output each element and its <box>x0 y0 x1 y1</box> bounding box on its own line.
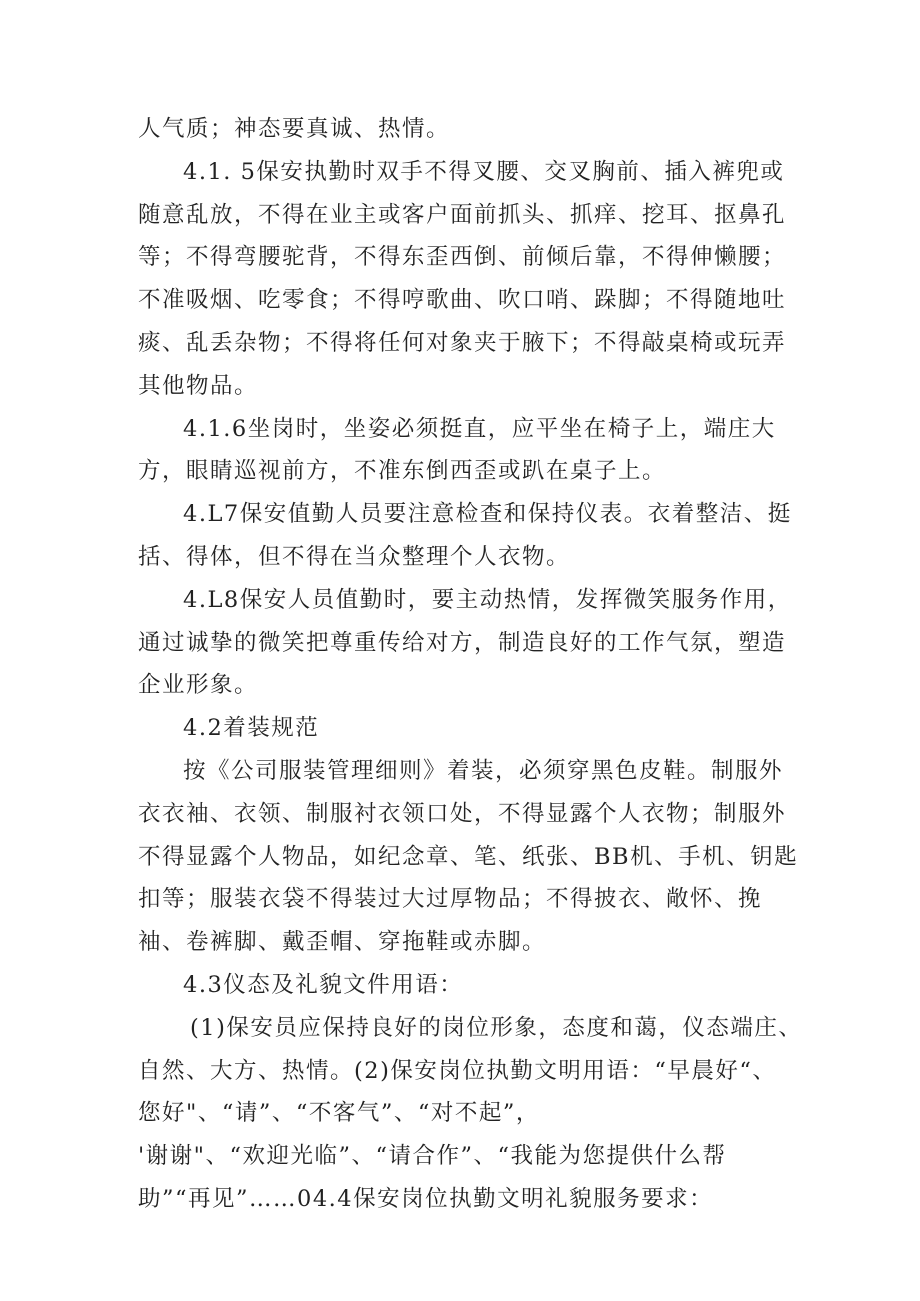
text-line: 方，眼睛巡视前方，不准东倒西歪或趴在桌子上。 <box>138 458 667 485</box>
text-line: '谢谢"、“欢迎光临”、“请合作”、“我能为您提供什么帮 <box>138 1143 727 1170</box>
text-line: 通过诚挚的微笑把尊重传给对方，制造良好的工作气氛，塑造 <box>138 629 787 656</box>
text-line: 扣等；服装衣袋不得装过大过厚物品；不得披衣、敞怀、挽 <box>138 886 763 913</box>
text-line: 其他物品。 <box>138 372 259 399</box>
text-line: 助”“再见”……04.4保安岗位执勤文明礼貌服务要求： <box>138 1185 714 1212</box>
text-line: 人气质；神态要真诚、热情。 <box>138 116 451 142</box>
text-line: 4.1. 5保安执勤时双手不得叉腰、交叉胸前、插入裤兜或 <box>183 158 785 185</box>
text-line: (1)保安员应保持良好的岗位形象，态度和蔼，仪态端庄、 <box>190 1014 803 1041</box>
section-heading: 4.3仪态及礼貌文件用语： <box>183 971 464 998</box>
text-line: 括、得体，但不得在当众整理个人衣物。 <box>138 543 571 570</box>
text-line: 袖、卷裤脚、戴歪帽、穿拖鞋或赤脚。 <box>138 929 547 956</box>
text-line: 4.L8保安人员值勤时，要主动热情，发挥微笑服务作用， <box>183 586 792 613</box>
text-line: 随意乱放，不得在业主或客户面前抓头、抓痒、挖耳、抠鼻孔 <box>138 201 787 228</box>
section-heading: 4.2着装规范 <box>183 715 320 742</box>
text-line: 等；不得弯腰驼背，不得东歪西倒、前倾后靠，不得伸懒腰； <box>138 244 787 271</box>
text-line: 衣衣袖、衣领、制服衬衣领口处，不得显露个人衣物；制服外 <box>138 800 787 827</box>
text-line: 4.1.6坐岗时，坐姿必须挺直，应平坐在椅子上，端庄大 <box>183 415 776 442</box>
text-line: 按《公司服装管理细则》着装，必须穿黑色皮鞋。制服外 <box>183 757 784 784</box>
text-line: 企业形象。 <box>138 672 259 699</box>
text-line: 痰、乱丢杂物；不得将任何对象夹于腋下；不得敲桌椅或玩弄 <box>138 329 787 356</box>
text-line: 不得显露个人物品，如纪念章、笔、纸张、BB机、手机、钥匙 <box>138 843 799 870</box>
text-line: 4.L7保安值勤人员要注意检查和保持仪表。衣着整洁、挺 <box>183 501 792 528</box>
text-line: 您好"、“请”、“不客气”、“对不起”， <box>138 1100 540 1127</box>
text-line: 不准吸烟、吃零食；不得哼歌曲、吹口哨、跺脚；不得随地吐 <box>138 287 787 314</box>
document-body <box>138 108 803 1221</box>
text-line: 自然、大方、热情。(2)保安岗位执勤文明用语：“早晨好“、 <box>138 1057 777 1084</box>
